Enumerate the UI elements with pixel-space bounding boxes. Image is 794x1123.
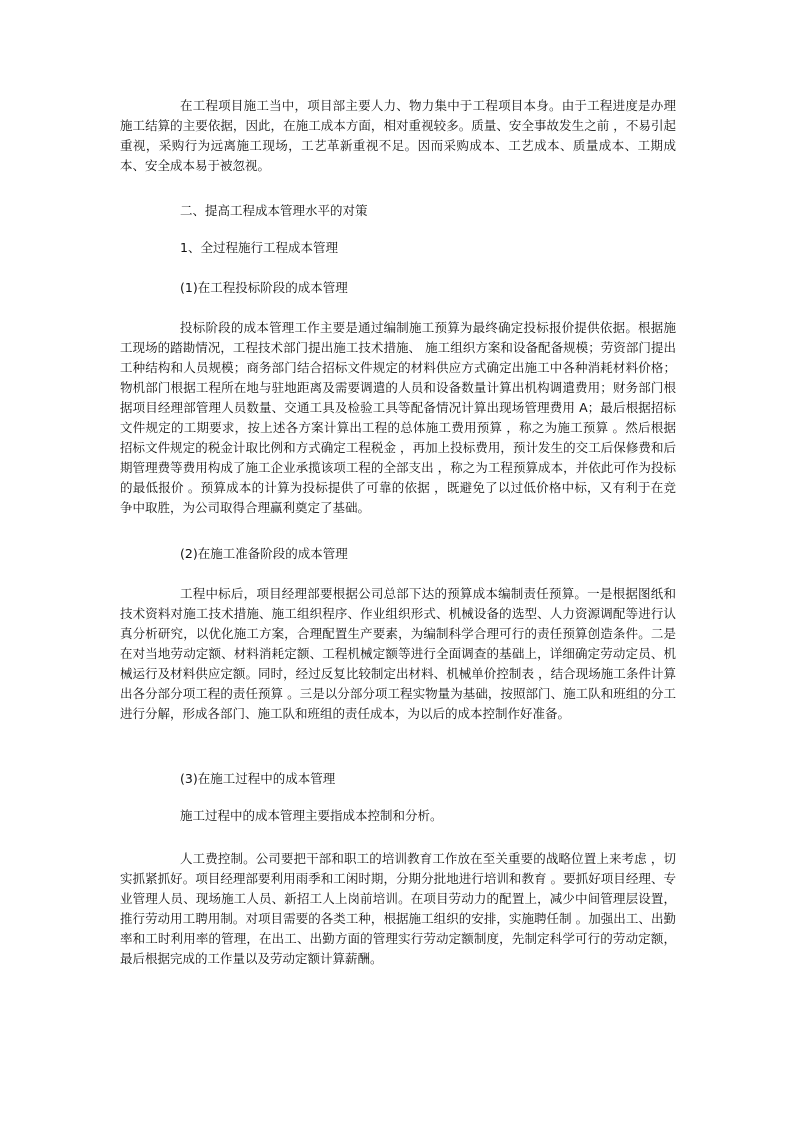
paragraph-cost-neglect: 在工程项目施工当中，项目部主要人力、物力集中于工程项目本身。由于工程进度是办理施工结算的主要依据，因此，在施工成本方面，相对重视较多。质量、安全事故发生之前 ，不易引起重视，采购行为远离施工现场，工艺革新重视不足。因而采购成本、工艺成本、质量成本、工期成本、安全成本易于被忽视。 <box>120 98 676 173</box>
paragraph-preparation-stage: 工程中标后，项目经理部要根据公司总部下达的预算成本编制责任预算。一是根据图纸和技术资料对施工技术措施、施工组织程序、作业组织形式、机械设备的选型、人力资源调配等进行认真分析研究，以优化施工方案，合理配置生产要素，为编制科学合理可行的责任预算创造条件。二是在对当地劳动定额、材料消耗定额、工程机械定额等进行全面调查的基础上，详细确定劳动定员、机械运行及材料供应定额。同时，经过反复比较制定出材料、机械单价控制表 ，结合现场施工条件计算出各分部分项工程的责任预算 。三是以分部分项工程实物量为基础，按照部门、施工队和班组的分工进行分解，形成各部门、施工队和班组的责任成本，为以后的成本控制作好准备。 <box>120 586 676 721</box>
subheading-bidding-stage: (1)在工程投标阶段的成本管理 <box>180 280 348 295</box>
subheading-construction-stage: (3)在施工过程中的成本管理 <box>180 771 336 786</box>
paragraph-labor-cost-control: 人工费控制。公司要把干部和职工的培训教育工作放在至关重要的战略位置上来考虑 ，切实抓紧抓好。项目经理部要利用雨季和工闲时期，分期分批地进行培训和教育 。要抓好项目经理、专业管理人员、现场施工人员、新招工人上岗前培训。在项目劳动力的配置上，减少中间管理层设置，推行劳动用工聘用制。对项目需要的各类工种，根据施工组织的安排，实施聘任制 。加强出工、出勤率和工时利用率的管理，在出工、出勤方面的管理实行劳动定额制度，先制定科学可行的劳动定额，最后根据完成的工作量以及劳动定额计算薪酬。 <box>120 851 676 966</box>
paragraph-cost-control-intro: 施工过程中的成本管理主要指成本控制和分析。 <box>180 808 443 823</box>
section-heading-countermeasures: 二、提高工程成本管理水平的对策 <box>180 203 368 218</box>
subheading-whole-process: 1、全过程施行工程成本管理 <box>180 240 338 255</box>
subheading-preparation-stage: (2)在施工准备阶段的成本管理 <box>180 546 348 561</box>
paragraph-bidding-stage: 投标阶段的成本管理工作主要是通过编制施工预算为最终确定投标报价提供依据。根据施工现场的踏勘情况，工程技术部门提出施工技术措施、 施工组织方案和设备配备规模；劳资部门提出工种结构和人员规模；商务部门结合招标文件规定的材料供应方式确定出施工中各种消耗材料价格；物机部门根据工程所在地与驻地距离及需要调遣的人员和设备数量计算出机构调遣费用；财务部门根据项目经理部管理人员数量、交通工具及检验工具等配备情况计算出现场管理费用 A；最后根据招标文件规定的工期要求，按上述各方案计算出工程的总体施工费用预算 ，称之为施工预算 。然后根据招标文件规定的税金计取比例和方式确定工程税金 ，再加上投标费用，预计发生的交工后保修费和后期管理费等费用构成了施工企业承揽该项工程的全部支出 ，称之为工程预算成本，并依此可作为投标的最低报价 。预算成本的计算为投标提供了可靠的依据 ，既避免了以过低价格中标，又有利于在竞争中取胜，为公司取得合理赢利奠定了基础。 <box>120 320 676 515</box>
